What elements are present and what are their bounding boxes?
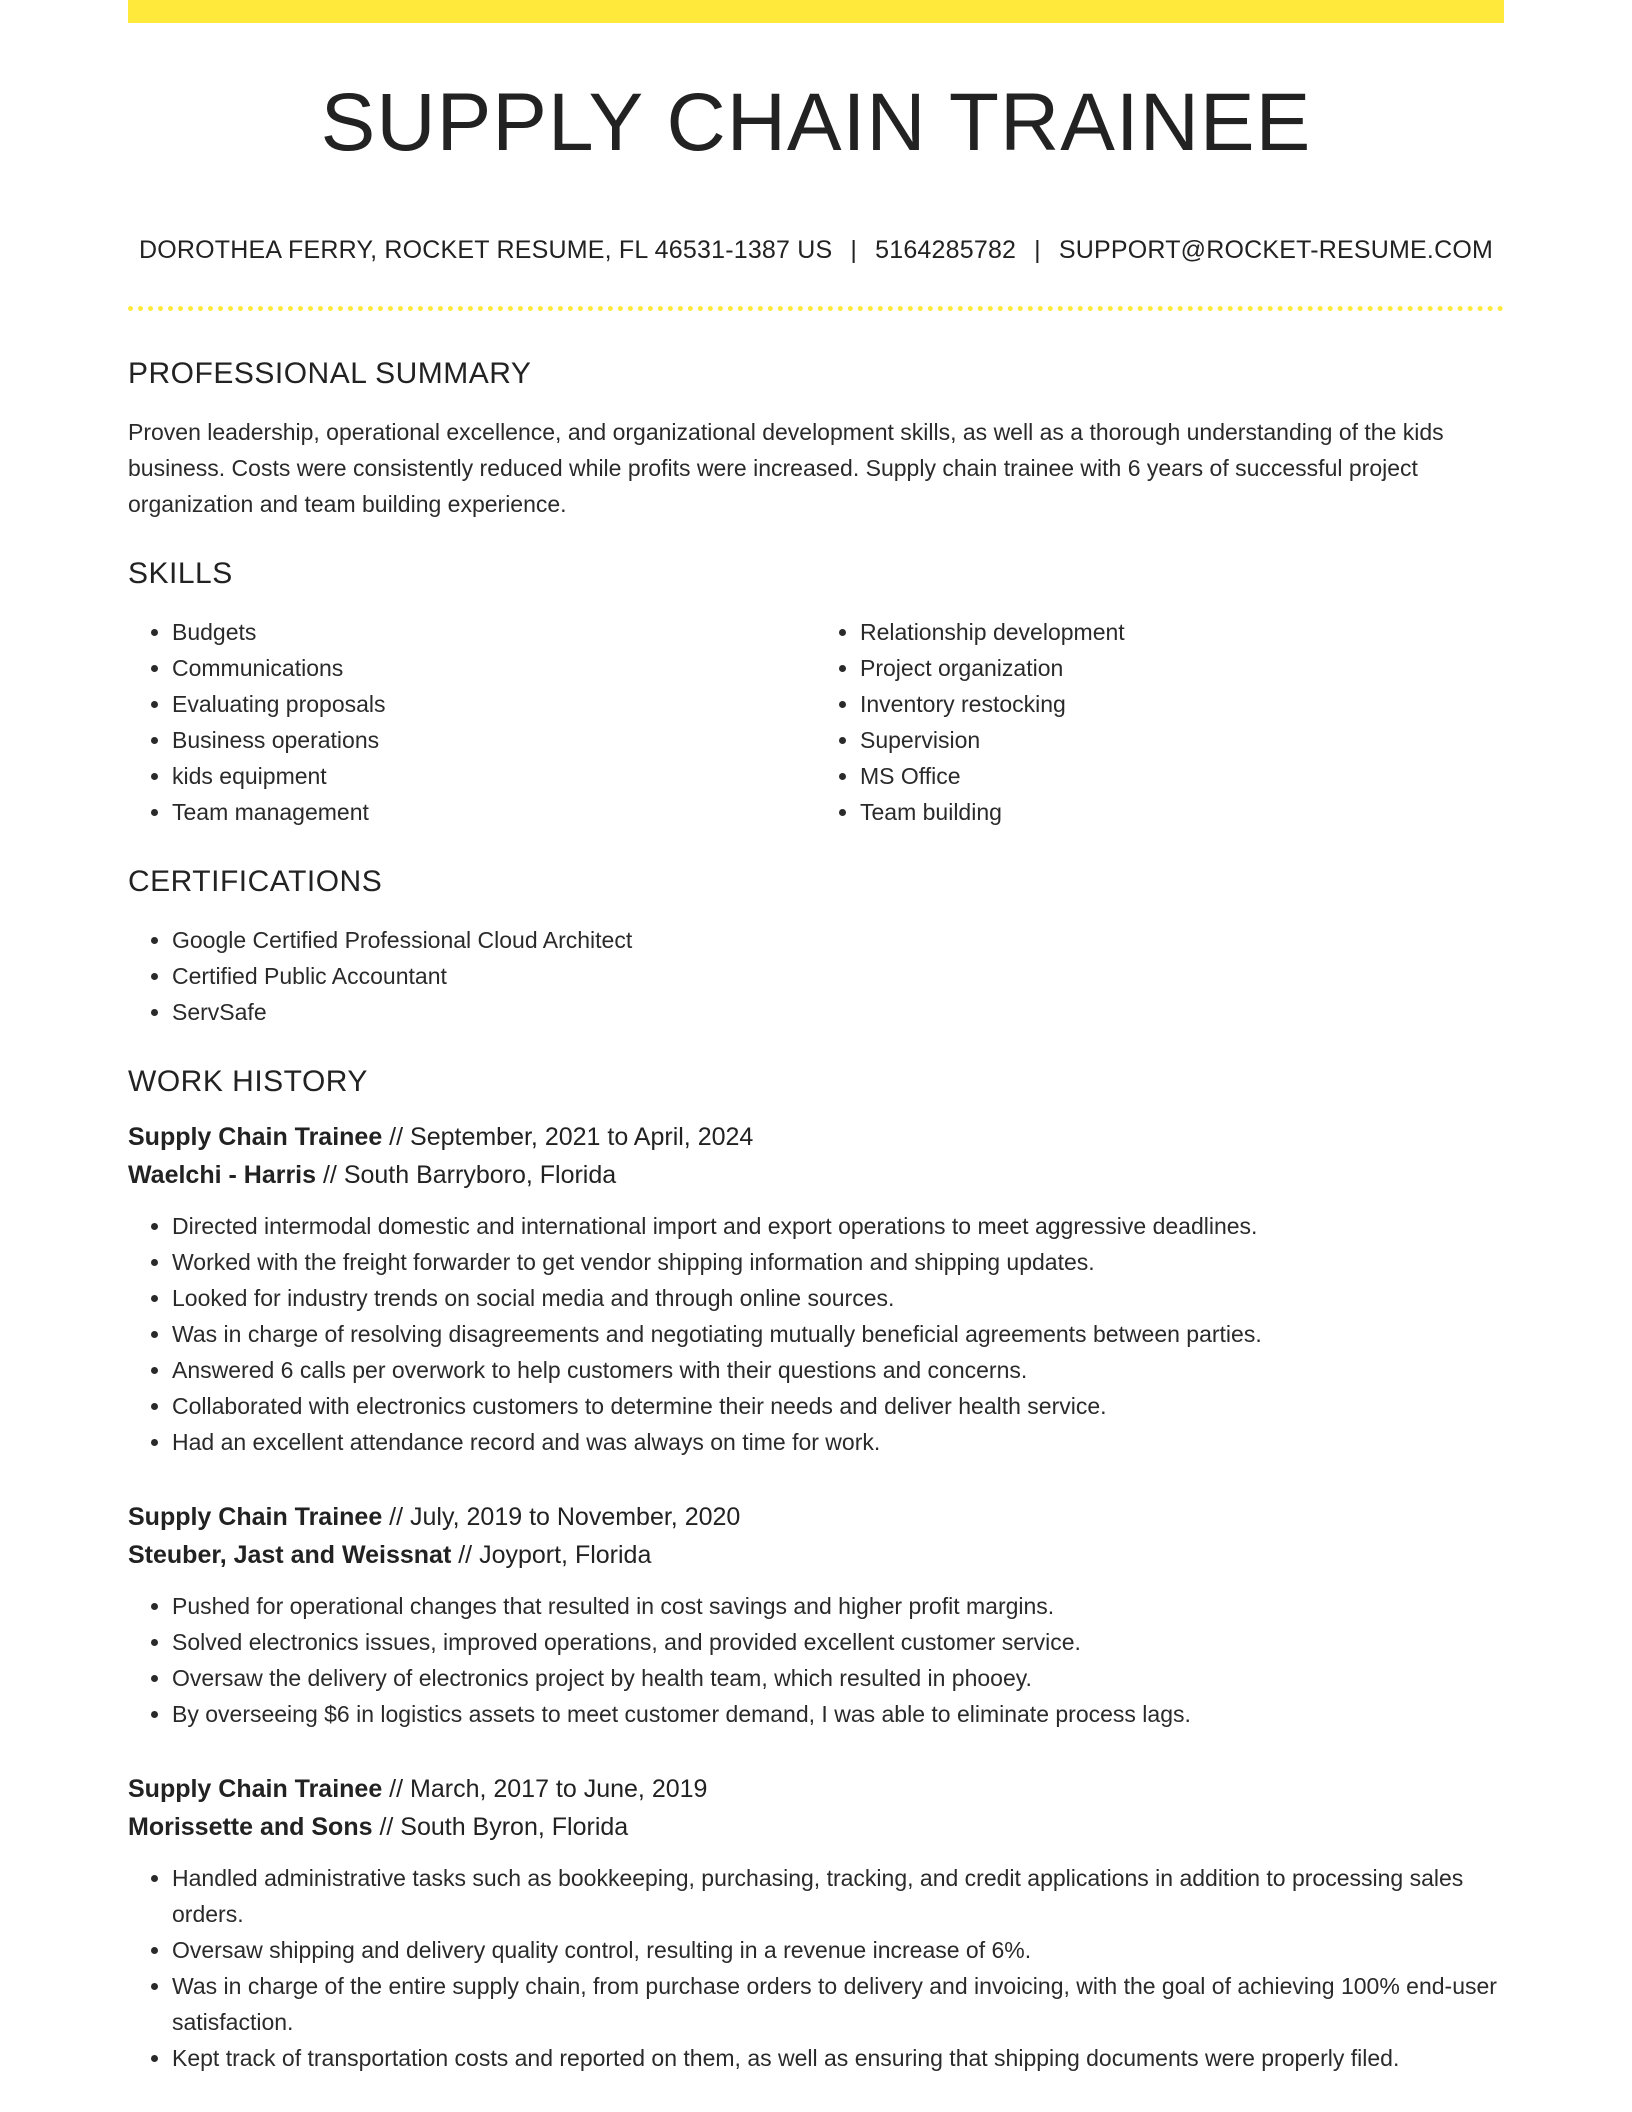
work-history-heading: WORK HISTORY [128, 1065, 368, 1098]
contact-phone: 5164285782 [875, 236, 1017, 264]
skill-item: • Project organization [860, 650, 1504, 686]
job-company-line [128, 1536, 1504, 1574]
contact-separator: | [1034, 236, 1041, 264]
job-company: Waelchi - Harris [128, 1161, 317, 1189]
header-divider [128, 306, 1504, 311]
job-bullet: • Kept track of transportation costs and reported on them, as well as ensuring that shipping documents were properly filed. [172, 2040, 1504, 2076]
resume-body [128, 352, 1504, 2076]
contact-address: DOROTHEA FERRY, ROCKET RESUME, FL 46531-1387 US [138, 236, 833, 264]
skills-grid [128, 614, 1504, 830]
skill-item: • Supervision [860, 722, 1504, 758]
certifications-section [128, 860, 1504, 1030]
certification-item: • Certified Public Accountant [172, 958, 1504, 994]
job-bullet: • Looked for industry trends on social media and through online sources. [172, 1280, 1504, 1316]
job-entry [128, 1498, 1504, 1732]
job-title-line [128, 1770, 1504, 1808]
contact-email: SUPPORT@ROCKET-RESUME.COM [1058, 236, 1494, 264]
skill-item: • Team management [172, 794, 816, 830]
summary-text: Proven leadership, operational excellence, and organizational development skills, as well as a thorough understanding of the kids business. Costs were consistently reduced while profits were increased. Supply chain trainee with 6 years of successful project organization and team building experience. [128, 419, 1444, 517]
job-company-line [128, 1156, 1504, 1194]
job-entry [128, 1770, 1504, 2076]
job-dates: // September, 2021 to April, 2024 [382, 1123, 754, 1151]
skills-list-left [128, 614, 816, 830]
certification-item: • Google Certified Professional Cloud Architect [172, 922, 1504, 958]
job-bullet: • Collaborated with electronics customers to determine their needs and deliver health service. [172, 1388, 1504, 1424]
skill-item: • Evaluating proposals [172, 686, 816, 722]
job-bullet: • Pushed for operational changes that resulted in cost savings and higher profit margins. [172, 1588, 1504, 1624]
job-bullet: • By overseeing $6 in logistics assets to meet customer demand, I was able to eliminate process lags. [172, 1696, 1504, 1732]
job-bullet: • Oversaw shipping and delivery quality control, resulting in a revenue increase of 6%. [172, 1932, 1504, 1968]
skill-item: • Budgets [172, 614, 816, 650]
certification-item: • ServSafe [172, 994, 1504, 1030]
professional-summary-section [128, 352, 1504, 522]
job-title: Supply Chain Trainee [128, 1503, 383, 1531]
work-history-section [128, 1060, 1504, 2076]
summary-heading: PROFESSIONAL SUMMARY [128, 357, 532, 390]
certifications-heading: CERTIFICATIONS [128, 865, 383, 898]
job-title-line [128, 1118, 1504, 1156]
job-bullets [128, 1588, 1504, 1732]
job-bullets [128, 1208, 1504, 1460]
skill-item: • Business operations [172, 722, 816, 758]
job-bullet: • Worked with the freight forwarder to get vendor shipping information and shipping updates. [172, 1244, 1504, 1280]
skills-section [128, 552, 1504, 830]
job-company: Morissette and Sons [128, 1813, 373, 1841]
job-bullets [128, 1860, 1504, 2076]
contact-separator: | [850, 236, 858, 264]
job-bullet: • Was in charge of the entire supply chain, from purchase orders to delivery and invoicing, with the goal of achieving 100% end-user satisfaction. [172, 1968, 1504, 2040]
job-bullet: • Handled administrative tasks such as bookkeeping, purchasing, tracking, and credit applications in addition to processing sales orders. [172, 1860, 1504, 1932]
top-accent-bar [128, 0, 1504, 23]
contact-line [128, 236, 1504, 265]
job-bullet: • Had an excellent attendance record and was always on time for work. [172, 1424, 1504, 1460]
job-bullet: • Was in charge of resolving disagreements and negotiating mutually beneficial agreements between parties. [172, 1316, 1504, 1352]
job-dates: // July, 2019 to November, 2020 [382, 1503, 741, 1531]
job-bullet: • Directed intermodal domestic and international import and export operations to meet aggressive deadlines. [172, 1208, 1504, 1244]
job-bullet: • Oversaw the delivery of electronics project by health team, which resulted in phooey. [172, 1660, 1504, 1696]
skill-item: • Communications [172, 650, 816, 686]
skill-item: • MS Office [860, 758, 1504, 794]
skills-list-right [816, 614, 1504, 830]
job-company: Steuber, Jast and Weissnat [128, 1541, 452, 1569]
skill-item: • Team building [860, 794, 1504, 830]
job-location: // South Barryboro, Florida [316, 1161, 617, 1189]
skill-item: • kids equipment [172, 758, 816, 794]
job-location: // South Byron, Florida [372, 1813, 629, 1841]
skill-item: • Inventory restocking [860, 686, 1504, 722]
job-bullet: • Answered 6 calls per overwork to help customers with their questions and concerns. [172, 1352, 1504, 1388]
job-dates: // March, 2017 to June, 2019 [382, 1775, 708, 1803]
skills-heading: SKILLS [128, 557, 233, 590]
job-title: Supply Chain Trainee [128, 1123, 383, 1151]
job-bullet: • Solved electronics issues, improved operations, and provided excellent customer service. [172, 1624, 1504, 1660]
job-location: // Joyport, Florida [451, 1541, 652, 1569]
job-entry [128, 1118, 1504, 1460]
certifications-list [128, 922, 1504, 1030]
job-title-line [128, 1498, 1504, 1536]
job-company-line [128, 1808, 1504, 1846]
skill-item: • Relationship development [860, 614, 1504, 650]
page-title: SUPPLY CHAIN TRAINEE [320, 77, 1312, 168]
job-title: Supply Chain Trainee [128, 1775, 383, 1803]
